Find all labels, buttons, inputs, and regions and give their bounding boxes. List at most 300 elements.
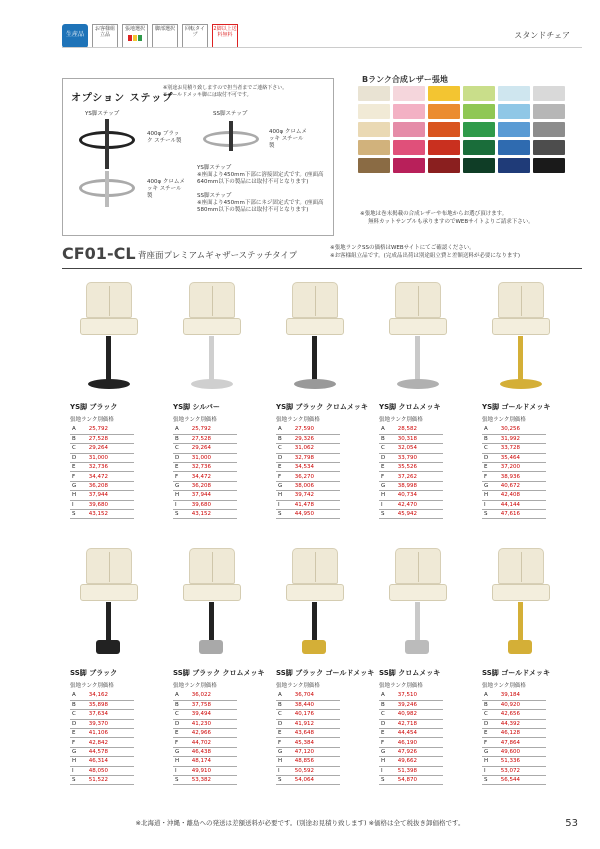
rank-cell: H — [379, 757, 396, 766]
price-row — [482, 691, 546, 700]
footer-note: ※北海道・沖縄・離島への発送は差額送料が必要です。(別途お見積り致します) ※価格は全て税抜き卸価格です。 — [135, 819, 465, 827]
rank-cell: H — [482, 491, 499, 500]
rank-cell: E — [276, 463, 293, 472]
price-table — [70, 691, 134, 785]
rank-cell: B — [482, 434, 499, 443]
price-row — [276, 700, 340, 709]
chair-backrest — [189, 282, 235, 318]
product-card — [268, 282, 368, 519]
price-row — [379, 719, 443, 728]
rank-cell: S — [276, 510, 293, 519]
price-row — [482, 463, 546, 472]
rank-cell: C — [482, 444, 499, 453]
price-cell: 47,926 — [396, 747, 443, 756]
price-cell: 44,950 — [293, 510, 340, 519]
price-cell: 37,944 — [190, 491, 237, 500]
price-row — [276, 434, 340, 443]
ss-pole-icon — [229, 121, 233, 151]
price-cell: 40,920 — [499, 700, 546, 709]
price-cell: 32,736 — [190, 463, 237, 472]
price-row — [482, 729, 546, 738]
rank-cell: H — [276, 757, 293, 766]
price-row — [482, 719, 546, 728]
price-cell: 44,454 — [396, 729, 443, 738]
price-caption: 張地ランク別価格 — [482, 683, 526, 689]
price-cell: 42,408 — [499, 491, 546, 500]
leather-swatch — [463, 158, 495, 173]
rank-cell: F — [379, 472, 396, 481]
price-cell: 39,494 — [190, 710, 237, 719]
price-cell: 43,648 — [293, 729, 340, 738]
rank-cell: C — [70, 710, 87, 719]
price-cell: 25,792 — [87, 425, 134, 434]
rank-cell: C — [173, 710, 190, 719]
leather-swatch — [358, 122, 390, 137]
price-row — [173, 747, 237, 756]
rank-cell: G — [173, 481, 190, 490]
ys-step-desc — [197, 165, 331, 186]
price-cell: 46,190 — [396, 738, 443, 747]
rank-cell: F — [482, 738, 499, 747]
price-row — [482, 766, 546, 775]
price-cell: 46,438 — [190, 747, 237, 756]
rank-cell: D — [379, 719, 396, 728]
price-cell: 47,616 — [499, 510, 546, 519]
price-table — [276, 425, 340, 519]
chair-seat — [286, 318, 344, 335]
chair-base — [199, 640, 223, 654]
leather-notes — [360, 210, 534, 226]
price-row — [276, 425, 340, 434]
price-cell: 27,590 — [293, 425, 340, 434]
ss-step-title: SS脚ステップ — [213, 111, 248, 117]
chair-image — [165, 548, 255, 666]
rank-cell: E — [482, 463, 499, 472]
price-row — [70, 510, 134, 519]
price-row — [482, 444, 546, 453]
chair-seat — [286, 584, 344, 601]
product-note-2: ※お客様組立品です。(完成品出荷は別途組立費と差額送料が必要になります) — [330, 253, 520, 259]
price-cell: 34,472 — [87, 472, 134, 481]
chair-stem — [415, 336, 420, 380]
price-cell: 40,982 — [396, 710, 443, 719]
rank-cell: G — [379, 747, 396, 756]
rank-cell: E — [276, 729, 293, 738]
chair-stem — [312, 602, 317, 642]
rank-cell: S — [173, 776, 190, 785]
header-badges — [62, 24, 238, 48]
leather-swatch — [533, 86, 565, 101]
chair-base — [405, 640, 429, 654]
rank-cell: E — [70, 463, 87, 472]
price-cell: 31,000 — [87, 453, 134, 462]
price-row — [482, 434, 546, 443]
leather-swatch — [498, 158, 530, 173]
price-row — [482, 776, 546, 785]
rank-cell: E — [173, 729, 190, 738]
price-cell: 31,062 — [293, 444, 340, 453]
chair-backrest — [189, 548, 235, 584]
product-name: YS脚 ブラック クロムメッキ — [276, 403, 368, 411]
product-subtitle: 背座面プレミアムギャザーステッチタイプ — [138, 251, 298, 261]
page-number: 53 — [565, 818, 578, 829]
price-row — [379, 710, 443, 719]
price-row — [379, 729, 443, 738]
price-caption: 張地ランク別価格 — [276, 683, 320, 689]
ys-black-pole-icon — [105, 119, 109, 169]
price-row — [173, 472, 237, 481]
price-row — [379, 463, 443, 472]
price-row — [276, 766, 340, 775]
chair-backrest — [292, 282, 338, 318]
price-row — [173, 453, 237, 462]
rank-cell: I — [276, 500, 293, 509]
price-row — [70, 472, 134, 481]
leather-swatch — [463, 104, 495, 119]
rank-cell: I — [482, 766, 499, 775]
product-name: SS脚 ブラック クロムメッキ — [173, 669, 265, 677]
chair-stem — [518, 336, 523, 380]
product-card — [165, 548, 265, 785]
price-cell: 43,152 — [190, 510, 237, 519]
price-row — [379, 481, 443, 490]
product-name: YS脚 シルバー — [173, 403, 220, 411]
price-cell: 42,718 — [396, 719, 443, 728]
price-table — [70, 425, 134, 519]
rank-cell: B — [70, 700, 87, 709]
price-cell: 36,208 — [87, 481, 134, 490]
price-caption: 張地ランク別価格 — [70, 683, 114, 689]
price-row — [173, 510, 237, 519]
rank-cell: D — [482, 719, 499, 728]
option-notes — [163, 85, 287, 99]
rank-cell: F — [70, 472, 87, 481]
price-row — [173, 766, 237, 775]
chair-image — [268, 548, 358, 666]
rank-cell: C — [276, 710, 293, 719]
rank-cell: D — [70, 453, 87, 462]
chair-image — [268, 282, 358, 400]
rank-cell: S — [482, 776, 499, 785]
leather-swatch — [393, 140, 425, 155]
price-row — [173, 500, 237, 509]
price-cell: 29,326 — [293, 434, 340, 443]
rank-cell: D — [70, 719, 87, 728]
price-row — [276, 444, 340, 453]
rank-cell: C — [70, 444, 87, 453]
rank-cell: G — [482, 481, 499, 490]
price-table — [173, 425, 237, 519]
price-row — [482, 510, 546, 519]
product-card — [474, 548, 564, 785]
rank-cell: A — [276, 691, 293, 700]
chair-seat — [492, 318, 550, 335]
option-note-2: ※ゴールドメッキ脚には取付不可です。 — [163, 92, 252, 98]
price-table — [482, 425, 546, 519]
price-cell: 47,864 — [499, 738, 546, 747]
chair-seat — [80, 318, 138, 335]
price-cell: 31,992 — [499, 434, 546, 443]
rank-cell: B — [276, 434, 293, 443]
price-cell: 42,966 — [190, 729, 237, 738]
chair-seat — [183, 584, 241, 601]
price-row — [276, 481, 340, 490]
leather-swatch — [498, 122, 530, 137]
price-cell: 39,246 — [396, 700, 443, 709]
leather-swatch — [533, 104, 565, 119]
rank-cell: D — [173, 453, 190, 462]
price-row — [70, 747, 134, 756]
price-row — [70, 691, 134, 700]
price-row — [482, 747, 546, 756]
leather-swatch — [358, 86, 390, 101]
price-row — [276, 472, 340, 481]
rank-cell: E — [379, 729, 396, 738]
price-table — [379, 425, 443, 519]
rank-cell: A — [70, 425, 87, 434]
rank-cell: E — [70, 729, 87, 738]
chair-stem — [209, 336, 214, 380]
rank-cell: E — [173, 463, 190, 472]
rank-cell: C — [173, 444, 190, 453]
price-cell: 40,734 — [396, 491, 443, 500]
rank-cell: E — [379, 463, 396, 472]
price-row — [70, 776, 134, 785]
price-cell: 46,128 — [499, 729, 546, 738]
price-row — [70, 729, 134, 738]
chair-seat — [389, 318, 447, 335]
rank-cell: S — [379, 776, 396, 785]
chair-backrest — [498, 548, 544, 584]
price-row — [482, 500, 546, 509]
price-row — [276, 510, 340, 519]
price-cell: 32,054 — [396, 444, 443, 453]
chair-image — [62, 282, 152, 400]
price-cell: 28,582 — [396, 425, 443, 434]
price-cell: 51,336 — [499, 757, 546, 766]
rank-cell: D — [482, 453, 499, 462]
leather-swatch — [428, 158, 460, 173]
rank-cell: C — [379, 444, 396, 453]
rank-cell: H — [70, 491, 87, 500]
leather-swatch — [498, 86, 530, 101]
price-table — [482, 691, 546, 785]
chair-backrest — [86, 282, 132, 318]
price-row — [173, 444, 237, 453]
price-row — [173, 481, 237, 490]
rank-cell: B — [379, 434, 396, 443]
rank-cell: S — [276, 776, 293, 785]
price-row — [173, 434, 237, 443]
price-cell: 56,544 — [499, 776, 546, 785]
header-divider — [62, 47, 582, 48]
price-cell: 34,162 — [87, 691, 134, 700]
ys-chrome-label: 400φ クロムメッキ スチール製 — [147, 179, 185, 199]
price-cell: 38,998 — [396, 481, 443, 490]
rank-cell: G — [70, 747, 87, 756]
price-row — [379, 453, 443, 462]
rank-cell: B — [379, 700, 396, 709]
badge-swivel: 回転タイプ — [182, 24, 208, 48]
price-cell: 33,790 — [396, 453, 443, 462]
product-name: YS脚 ブラック — [70, 403, 118, 411]
ss-step-desc-text: ※座面より450mm下部にネジ固定式です。(座面高580mm以下の製品には取付不可となります) — [197, 200, 324, 213]
chair-base — [508, 640, 532, 654]
price-row — [482, 710, 546, 719]
ys-step-desc-text: ※座面より450mm下部に溶接固定式です。(座面高640mm以下の製品には取付不可となります) — [197, 172, 324, 185]
price-cell: 38,936 — [499, 472, 546, 481]
product-name: SS脚 ブラック — [70, 669, 118, 677]
chair-backrest — [86, 548, 132, 584]
chair-backrest — [395, 282, 441, 318]
price-row — [70, 453, 134, 462]
price-cell: 34,534 — [293, 463, 340, 472]
rank-cell: F — [173, 738, 190, 747]
price-cell: 49,600 — [499, 747, 546, 756]
chair-stem — [106, 602, 111, 642]
leather-swatch — [428, 140, 460, 155]
price-row — [379, 691, 443, 700]
price-cell: 48,174 — [190, 757, 237, 766]
leather-swatch — [428, 122, 460, 137]
chair-seat — [492, 584, 550, 601]
price-cell: 37,758 — [190, 700, 237, 709]
price-cell: 49,662 — [396, 757, 443, 766]
rank-cell: D — [276, 719, 293, 728]
rank-cell: H — [379, 491, 396, 500]
price-cell: 36,270 — [293, 472, 340, 481]
leather-title: Bランク合成レザー張地 — [362, 75, 448, 84]
price-caption: 張地ランク別価格 — [276, 417, 320, 423]
leather-swatch — [428, 104, 460, 119]
rank-cell: A — [70, 691, 87, 700]
price-cell: 30,256 — [499, 425, 546, 434]
option-step-box — [62, 78, 334, 236]
price-row — [70, 766, 134, 775]
chair-stem — [106, 336, 111, 380]
price-cell: 41,478 — [293, 500, 340, 509]
price-row — [276, 500, 340, 509]
price-caption: 張地ランク別価格 — [482, 417, 526, 423]
price-cell: 51,398 — [396, 766, 443, 775]
leather-swatch-grid — [358, 86, 565, 173]
chair-base — [88, 379, 130, 389]
leather-swatch — [463, 122, 495, 137]
price-row — [276, 747, 340, 756]
price-cell: 36,704 — [293, 691, 340, 700]
price-cell: 37,200 — [499, 463, 546, 472]
price-caption: 張地ランク別価格 — [173, 417, 217, 423]
leather-swatch — [533, 122, 565, 137]
product-card — [474, 282, 564, 519]
product-note-1: ※張地ランクSSの価格はWEBサイトにてご確認ください。 — [330, 245, 475, 251]
rank-cell: I — [379, 766, 396, 775]
price-cell: 43,152 — [87, 510, 134, 519]
chair-base — [96, 640, 120, 654]
rank-cell: H — [173, 757, 190, 766]
product-card — [371, 282, 461, 519]
price-row — [70, 434, 134, 443]
price-row — [173, 491, 237, 500]
chair-image — [371, 282, 461, 400]
rank-cell: A — [379, 425, 396, 434]
price-row — [379, 738, 443, 747]
rank-cell: A — [482, 691, 499, 700]
price-row — [482, 491, 546, 500]
price-row — [173, 776, 237, 785]
rank-cell: F — [379, 738, 396, 747]
rank-cell: F — [276, 472, 293, 481]
rank-cell: I — [173, 766, 190, 775]
price-row — [70, 491, 134, 500]
price-caption: 張地ランク別価格 — [379, 417, 423, 423]
price-cell: 36,208 — [190, 481, 237, 490]
leather-swatch — [463, 86, 495, 101]
price-cell: 33,728 — [499, 444, 546, 453]
badge-leg: 脚部選択 — [152, 24, 178, 48]
chair-stem — [518, 602, 523, 642]
price-cell: 37,634 — [87, 710, 134, 719]
price-row — [276, 738, 340, 747]
price-cell: 31,000 — [190, 453, 237, 462]
leather-swatch — [358, 104, 390, 119]
price-row — [482, 425, 546, 434]
leather-note-2: 無料カットサンプルも承りますのでWEBサイトよりご請求下さい。 — [368, 219, 534, 225]
price-cell: 39,370 — [87, 719, 134, 728]
product-code: CF01-CL — [62, 244, 136, 263]
price-cell: 27,528 — [87, 434, 134, 443]
chair-image — [371, 548, 461, 666]
price-row — [173, 729, 237, 738]
price-cell: 40,672 — [499, 481, 546, 490]
ys-step-desc-title: YS脚ステップ — [197, 165, 232, 171]
ys-chrome-pole-icon — [105, 171, 109, 207]
rank-cell: B — [173, 434, 190, 443]
product-name: YS脚 クロムメッキ — [379, 403, 441, 411]
leather-swatch — [498, 140, 530, 155]
chair-base — [302, 640, 326, 654]
rank-cell: S — [173, 510, 190, 519]
rank-cell: F — [276, 738, 293, 747]
badge-fabric — [122, 24, 148, 48]
product-card — [62, 282, 152, 519]
price-cell: 51,522 — [87, 776, 134, 785]
price-cell: 45,942 — [396, 510, 443, 519]
price-row — [173, 738, 237, 747]
price-cell: 44,392 — [499, 719, 546, 728]
badge-assembly: お客様組立品 — [92, 24, 118, 48]
rank-cell: E — [482, 729, 499, 738]
price-row — [379, 444, 443, 453]
price-row — [379, 510, 443, 519]
price-cell: 39,742 — [293, 491, 340, 500]
chair-base — [397, 379, 439, 389]
price-row — [70, 738, 134, 747]
rank-cell: S — [70, 510, 87, 519]
price-row — [482, 453, 546, 462]
price-cell: 25,792 — [190, 425, 237, 434]
price-row — [70, 463, 134, 472]
rank-cell: A — [173, 691, 190, 700]
price-cell: 49,910 — [190, 766, 237, 775]
leather-swatch — [533, 158, 565, 173]
price-row — [70, 425, 134, 434]
rank-cell: I — [70, 500, 87, 509]
chair-image — [474, 548, 564, 666]
price-row — [276, 691, 340, 700]
leather-note-1: ※張地は巻末掲載の合成レザーや布地からお選び頂けます。 — [360, 211, 508, 217]
price-cell: 30,318 — [396, 434, 443, 443]
